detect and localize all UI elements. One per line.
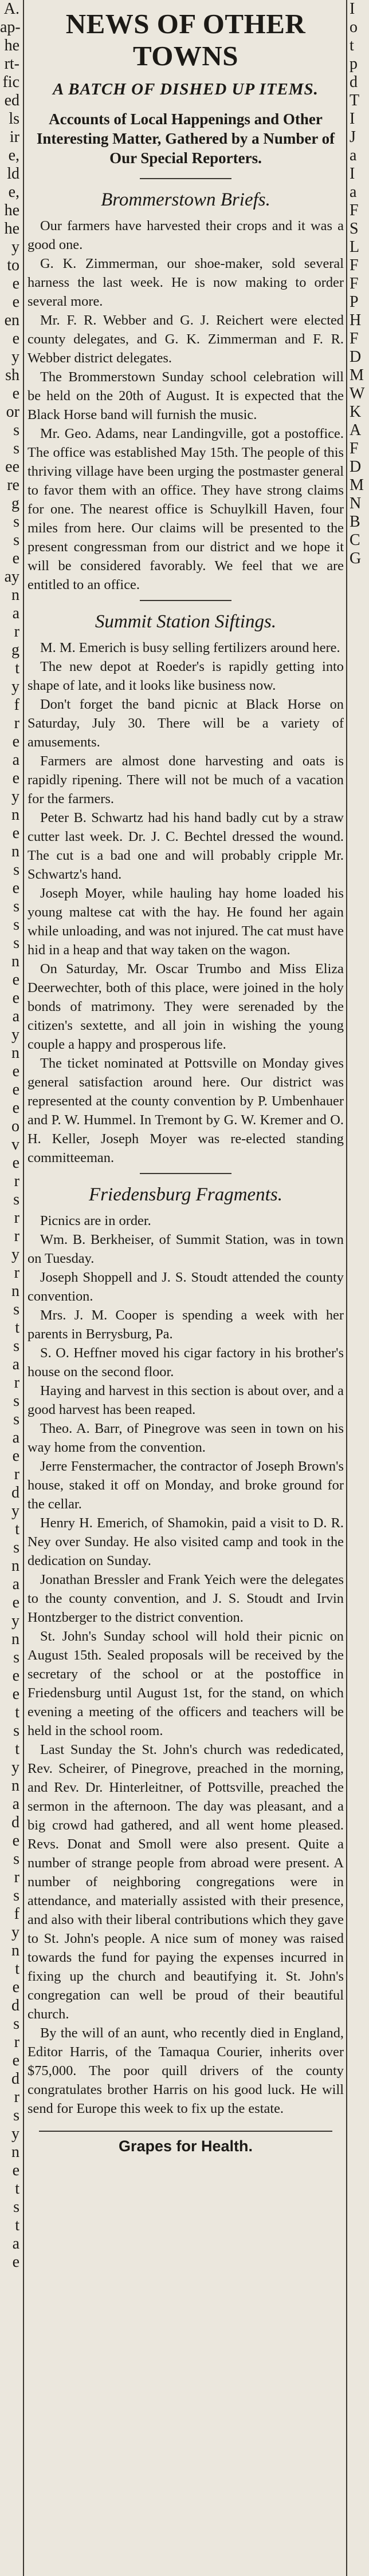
left-column-text-fragment: ap-: [0, 18, 21, 36]
paragraph: Farmers are almost done harvesting and oats is rapidly ripening. There will not be much of a vacation for the farmers.: [28, 753, 344, 807]
left-column-text-fragment: s: [13, 1649, 19, 1666]
left-column-text-fragment: d: [11, 1484, 19, 1502]
left-column-text-fragment: s: [13, 513, 19, 531]
article-deck: Accounts of Local Happenings and Other Interesting Matter, Gathered by a Number of Our Special Reporters.: [36, 110, 335, 167]
left-column-text-fragment: ed: [4, 92, 19, 109]
left-column-text-fragment: r: [14, 1172, 19, 1190]
left-column-fragments: [0, 0, 22, 2576]
paragraph: Henry H. Emerich, of Shamokin, paid a visit to D. R. Ney over Sunday. He also visited camp and took in the dedication on Sunday.: [28, 1515, 344, 1568]
left-column-text-fragment: a: [12, 751, 19, 769]
left-column-text-fragment: s: [13, 1337, 19, 1355]
right-column-text-fragment: F: [350, 330, 359, 347]
right-column-text-fragment: K: [350, 403, 362, 421]
left-column-text-fragment: d: [11, 1814, 19, 1831]
left-column-text-fragment: r: [14, 1227, 19, 1245]
left-column-text-fragment: t: [15, 1960, 19, 1978]
paragraph: G. K. Zimmerman, our shoe-maker, sold several harness the last week. He is now making to order several more.: [28, 256, 344, 309]
article-subhead: A BATCH OF DISHED UP ITEMS.: [53, 80, 319, 98]
left-column-text-fragment: g: [11, 641, 19, 659]
paragraph: By the will of an aunt, who recently died in England, Editor Harris, of the Tamaqua Courier, inherits over $75,000. The poor quill drivers of the county congratulates brother Harris on his good luck. He will send for Europe this week to fix up the estate.: [28, 2025, 344, 2116]
left-column-text-fragment: s: [13, 1191, 19, 1208]
left-column-text-fragment: s: [13, 1722, 19, 1740]
right-column-text-fragment: d: [350, 73, 358, 91]
divider: [39, 2131, 332, 2132]
paragraph: Jerre Fenstermacher, the contractor of Joseph Brown's house, staked it off on Monday, and broke ground for the cellar.: [28, 1459, 344, 1512]
left-column-text-fragment: rt-: [4, 55, 19, 73]
divider: [140, 178, 231, 179]
left-column-text-fragment: e: [12, 1081, 19, 1099]
right-column-text-fragment: F: [350, 256, 359, 274]
paragraph: The ticket nominated at Pottsville on Monday gives general satisfaction around here. Our district was represented at the county convention by P. Umbenhauer and P. W. Hummel. In Tremont by G. W. Kremer and O. H. Keller, Joseph Moyer was re-elected standing committeeman.: [28, 1056, 344, 1165]
left-column-text-fragment: y: [11, 1923, 19, 1941]
left-column-text-fragment: n: [11, 1557, 19, 1575]
divider: [140, 600, 231, 601]
right-column-text-fragment: W: [350, 385, 365, 402]
right-column-text-fragment: D: [350, 348, 362, 366]
paragraph: Our farmers have harvested their crops and it was a good one.: [28, 218, 344, 252]
left-column-text-fragment: r: [14, 2088, 19, 2106]
left-column-text-fragment: s: [13, 1887, 19, 1905]
left-column-text-fragment: o: [11, 1117, 19, 1135]
paragraph: Mr. Geo. Adams, near Landingville, got a postoffice. The office was established May 15th. The people of this thriving village have been urging the postmaster general to favor them with an office. They have strong claims for one. The nearest office is Schuylkill Haven, four miles from here. Our claims will be presented to the present congressman from our district and we hope it will be considered favorably. We feel that we are entitled to an office.: [28, 426, 344, 592]
left-column-text-fragment: t: [15, 2217, 19, 2234]
left-column-text-fragment: e,: [8, 147, 19, 164]
paragraph: Peter B. Schwartz had his hand badly cut by a straw cutter last week. Dr. J. C. Bechtel dressed the wound. The cut is a bad one and will probably cripple Mr. Schwartz's hand.: [28, 810, 344, 882]
right-column-text-fragment: H: [350, 311, 362, 329]
left-column-text-fragment: e: [12, 275, 19, 293]
left-column-text-fragment: or: [6, 403, 19, 421]
left-column-text-fragment: A.: [3, 0, 19, 18]
right-column-fragments: [350, 0, 369, 2576]
section-friedensburg: [28, 1184, 344, 2118]
left-column-text-fragment: e: [12, 1062, 19, 1080]
right-column-text-fragment: a: [350, 183, 357, 201]
left-column-text-fragment: e: [12, 971, 19, 989]
left-column-text-fragment: s: [13, 440, 19, 457]
left-column-text-fragment: e,: [8, 183, 19, 201]
right-column-text-fragment: I: [350, 0, 355, 18]
paragraph: Mr. F. R. Webber and G. J. Reichert were elected county delegates, and G. K. Zimmerman and F. R. Webber district delegates.: [28, 313, 344, 366]
left-column-text-fragment: a: [12, 1356, 19, 1373]
left-column-text-fragment: r: [14, 1465, 19, 1483]
right-column-text-fragment: o: [350, 18, 358, 36]
left-column-text-fragment: e: [12, 733, 19, 750]
left-column-text-fragment: t: [15, 1740, 19, 1758]
left-column-text-fragment: e: [12, 1594, 19, 1611]
section-heading: Summit Station Siftings.: [95, 611, 277, 632]
left-column-text-fragment: s: [13, 1392, 19, 1410]
left-column-text-fragment: y: [11, 1246, 19, 1263]
right-column-text-fragment: C: [350, 531, 360, 549]
left-column-text-fragment: fic: [2, 73, 19, 91]
left-column-text-fragment: s: [13, 1301, 19, 1318]
section-brommerstown: [28, 189, 344, 594]
left-column-text-fragment: s: [13, 531, 19, 549]
article-masthead: NEWS OF OTHER TOWNS: [65, 8, 306, 72]
left-column-text-fragment: e: [12, 769, 19, 787]
paragraph: Joseph Shoppell and J. S. Stoudt attended the county convention.: [28, 1270, 344, 1304]
right-column-text-fragment: B: [350, 513, 360, 531]
left-column-text-fragment: ay: [4, 568, 19, 586]
paragraph: Joseph Moyer, while hauling hay home loaded his young maltese cat with the hay. He found her again while unloading, and was not injured. The cat must have hid in a heap and that way taken on the wagon.: [28, 886, 344, 958]
divider: [140, 1173, 231, 1174]
left-column-text-fragment: he: [4, 202, 19, 219]
paragraph: Jonathan Bressler and Frank Yeich were the delegates to the county convention, and J. S. Stoudt and Irvin Hontzberger to the district convention.: [28, 1572, 344, 1625]
left-column-text-fragment: a: [12, 1429, 19, 1447]
article: [28, 8, 344, 2155]
left-column-text-fragment: re: [7, 476, 19, 494]
left-column-text-fragment: t: [15, 2180, 19, 2198]
paragraph: Don't forget the band picnic at Black Horse on Saturday, July 30. There will be a variety of amusements.: [28, 697, 344, 750]
left-column-text-fragment: s: [13, 1539, 19, 1556]
left-column-text-fragment: a: [12, 1575, 19, 1593]
column-rule-left: [23, 0, 24, 2576]
left-column-text-fragment: y: [11, 348, 19, 366]
left-column-text-fragment: y: [11, 1026, 19, 1044]
left-column-text-fragment: he: [4, 220, 19, 238]
left-column-text-fragment: s: [13, 898, 19, 915]
left-column-text-fragment: ir: [9, 128, 19, 146]
right-column-text-fragment: F: [350, 440, 359, 457]
paragraph: St. John's Sunday school will hold their picnic on August 15th. Sealed proposals will be received by the secretary of the school or at the postoffice in Friedensburg until August 1st, for the stand, on which evening a meeting of the officers and teachers will be held in the school room.: [28, 1629, 344, 1739]
left-column-text-fragment: e: [12, 1685, 19, 1703]
left-column-text-fragment: to: [7, 256, 19, 274]
left-column-text-fragment: e: [12, 2052, 19, 2069]
left-column-text-fragment: e: [12, 385, 19, 402]
paragraph: The Brommerstown Sunday school celebration will be held on the 20th of August. It is expected that the Black Horse band will furnish the music.: [28, 369, 344, 422]
left-column-text-fragment: ld: [7, 165, 19, 183]
left-column-text-fragment: n: [11, 953, 19, 970]
left-column-text-fragment: e: [12, 1832, 19, 1850]
right-column-text-fragment: a: [350, 147, 357, 164]
left-column-text-fragment: n: [11, 843, 19, 860]
section-heading: Brommerstown Briefs.: [101, 189, 270, 210]
paragraph: Picnics are in order.: [40, 1213, 151, 1228]
right-column-text-fragment: D: [350, 458, 362, 476]
left-column-text-fragment: r: [14, 1374, 19, 1392]
left-column-text-fragment: r: [14, 623, 19, 641]
right-column-text-fragment: P: [350, 293, 359, 311]
right-column-text-fragment: t: [350, 37, 354, 54]
left-column-text-fragment: y: [11, 678, 19, 696]
right-column-text-fragment: F: [350, 275, 359, 293]
left-column-text-fragment: r: [14, 1264, 19, 1282]
right-column-text-fragment: M: [350, 366, 364, 384]
left-column-text-fragment: sh: [5, 366, 19, 384]
right-column-text-fragment: F: [350, 202, 359, 219]
left-column-text-fragment: d: [11, 2070, 19, 2088]
left-column-text-fragment: en: [4, 311, 19, 329]
left-column-text-fragment: e: [12, 1667, 19, 1685]
paragraph: Last Sunday the St. John's church was rededicated, Rev. Scheirer, of Pinegrove, preached in the morning, and Rev. Dr. Hinterleitner, of Pottsville, preached the sermon in the afternoon. The day was pleasant, and a big crowd had gathered, and all went home pleased. Revs. Donat and Smoll were also present. Quite a number of strange people from abroad were present. A number of neighboring congregations were in attendance, and materially assisted with their presence, and also with their liberal contributions which they gave to St. John's people. A nice sum of money was raised towards the fund for paying the expenses incurred in fixing up the church and beautifying it. St. John's congregation can well be proud of their beautiful church.: [28, 1742, 344, 2022]
left-column-text-fragment: s: [13, 2015, 19, 2033]
left-column-text-fragment: n: [11, 1777, 19, 1795]
left-column-text-fragment: e: [12, 1978, 19, 1996]
left-column-text-fragment: a: [12, 2235, 19, 2253]
left-column-text-fragment: y: [11, 1502, 19, 1520]
next-article-headline: Grapes for Health.: [118, 2138, 253, 2155]
left-column-text-fragment: r: [14, 2033, 19, 2051]
left-column-text-fragment: g: [11, 495, 19, 512]
left-column-text-fragment: n: [11, 1630, 19, 1648]
right-column-text-fragment: I: [350, 165, 355, 183]
right-column-text-fragment: G: [350, 550, 362, 567]
left-column-text-fragment: n: [11, 1282, 19, 1300]
left-column-text-fragment: y: [11, 1612, 19, 1630]
paragraph: Mrs. J. M. Cooper is spending a week with her parents in Berrysburg, Pa.: [28, 1307, 344, 1342]
left-column-text-fragment: s: [13, 934, 19, 952]
paragraph: Haying and harvest in this section is about over, and a good harvest has been reaped.: [28, 1383, 344, 1417]
left-column-text-fragment: n: [11, 2143, 19, 2161]
left-column-text-fragment: e: [12, 293, 19, 311]
left-column-text-fragment: e: [12, 879, 19, 897]
left-column-text-fragment: s: [13, 2198, 19, 2216]
left-column-text-fragment: t: [15, 1704, 19, 1721]
left-column-text-fragment: t: [15, 659, 19, 677]
left-column-text-fragment: s: [13, 421, 19, 439]
left-column-text-fragment: e: [12, 1099, 19, 1117]
left-column-text-fragment: r: [14, 1209, 19, 1227]
left-column-text-fragment: n: [11, 1942, 19, 1959]
paragraph: S. O. Heffner moved his cigar factory in his brother's house on the second floor.: [28, 1345, 344, 1380]
paragraph: Theo. A. Barr, of Pinegrove was seen in town on his way home from the convention.: [28, 1421, 344, 1455]
left-column-text-fragment: v: [11, 1136, 19, 1153]
section-summit-station: [28, 611, 344, 1167]
left-column-text-fragment: he: [4, 37, 19, 54]
left-column-text-fragment: ee: [5, 458, 19, 476]
left-column-text-fragment: e: [12, 330, 19, 347]
right-column-text-fragment: p: [350, 55, 358, 73]
left-column-text-fragment: n: [11, 586, 19, 604]
right-column-text-fragment: A: [350, 421, 362, 439]
right-column-text-fragment: J: [350, 128, 356, 146]
left-column-text-fragment: e: [12, 1154, 19, 1172]
left-column-text-fragment: t: [15, 1319, 19, 1337]
left-column-text-fragment: e: [12, 2253, 19, 2271]
left-column-text-fragment: f: [14, 1905, 19, 1923]
left-column-text-fragment: t: [15, 1520, 19, 1538]
left-column-text-fragment: r: [14, 1868, 19, 1886]
left-column-text-fragment: e: [12, 2162, 19, 2179]
left-column-text-fragment: r: [14, 714, 19, 732]
paragraph: On Saturday, Mr. Oscar Trumbo and Miss Eliza Deerwechter, both of this place, were joined in the holy bonds of matrimony. They were serenaded by the citizen's sextette, and all join in wishing the young couple a happy and prosperous life.: [28, 961, 344, 1052]
left-column-text-fragment: e: [12, 1447, 19, 1465]
left-column-text-fragment: n: [11, 806, 19, 824]
right-column-text-fragment: I: [350, 110, 355, 128]
left-column-text-fragment: y: [11, 1759, 19, 1776]
left-column-text-fragment: y: [11, 788, 19, 805]
left-column-text-fragment: e: [12, 989, 19, 1007]
left-column-text-fragment: e: [12, 824, 19, 842]
paragraph: Wm. B. Berkheiser, of Summit Station, was in town on Tuesday.: [28, 1232, 344, 1266]
left-column-text-fragment: y: [11, 238, 19, 256]
section-heading: Friedensburg Fragments.: [89, 1184, 282, 1205]
right-column-text-fragment: L: [350, 238, 360, 256]
left-column-text-fragment: d: [11, 1997, 19, 2014]
left-column-text-fragment: s: [13, 1850, 19, 1868]
left-column-text-fragment: s: [13, 861, 19, 879]
left-column-text-fragment: e: [12, 550, 19, 567]
column-rule-right: [346, 0, 347, 2576]
right-column-text-fragment: M: [350, 476, 364, 494]
left-column-text-fragment: a: [12, 1795, 19, 1813]
left-column-text-fragment: s: [13, 916, 19, 934]
left-column-text-fragment: a: [12, 1008, 19, 1025]
left-column-text-fragment: a: [12, 605, 19, 622]
paragraph: The new depot at Roeder's is rapidly getting into shape of late, and it looks like business now.: [28, 659, 344, 693]
right-column-text-fragment: N: [350, 495, 362, 512]
left-column-text-fragment: y: [11, 2125, 19, 2143]
right-column-text-fragment: S: [350, 220, 359, 238]
left-column-text-fragment: s: [13, 1411, 19, 1428]
left-column-text-fragment: ls: [9, 110, 19, 128]
left-column-text-fragment: n: [11, 1044, 19, 1062]
paragraph: M. M. Emerich is busy selling fertilizers around here.: [40, 640, 340, 655]
right-column-text-fragment: T: [350, 92, 360, 109]
left-column-text-fragment: f: [14, 696, 19, 714]
left-column-text-fragment: s: [13, 2107, 19, 2124]
